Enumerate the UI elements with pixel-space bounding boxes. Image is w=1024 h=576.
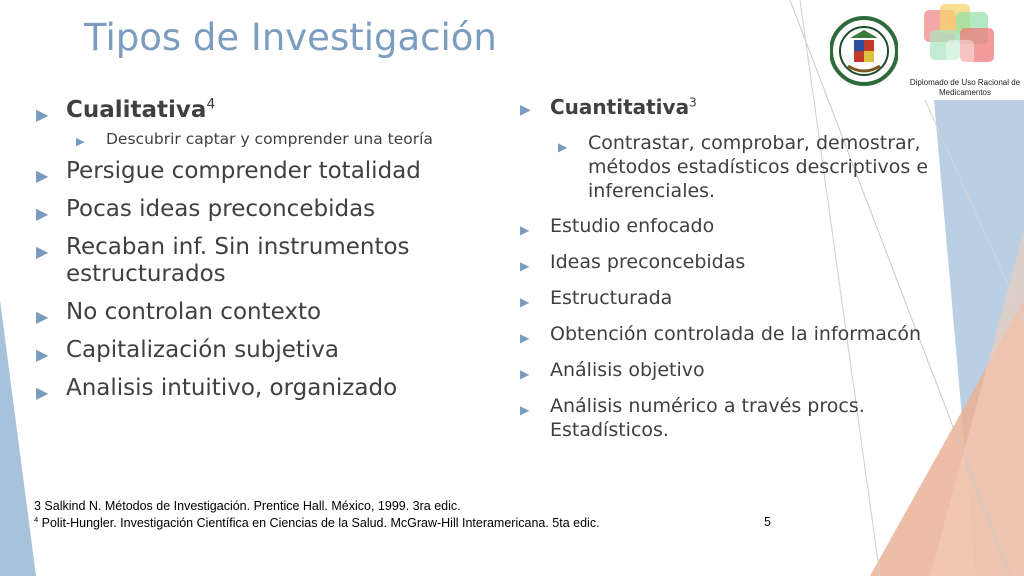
left-heading-sup: 4 (206, 96, 216, 113)
list-item-text: Ideas preconcebidas (550, 251, 746, 273)
list-item-text: Persigue comprender totalidad (66, 158, 421, 184)
list-item-text: Estructurada (550, 287, 673, 309)
triangle-right-icon: ▶ (558, 140, 568, 154)
list-item-text: Capitalización subjetiva (66, 337, 340, 363)
page-number: 5 (764, 515, 771, 529)
list-item (36, 234, 446, 288)
triangle-right-icon: ▶ (36, 166, 49, 185)
triangle-right-icon: ▶ (36, 345, 49, 364)
triangle-right-icon: ▶ (36, 307, 49, 326)
list-item (36, 196, 456, 223)
list-item-text: Análisis numérico a través procs. Estadísticos. (550, 395, 865, 441)
triangle-right-icon: ▶ (520, 102, 531, 118)
triangle-right-icon: ▶ (76, 135, 85, 148)
page-title: Tipos de Investigación (84, 16, 497, 59)
right-heading-item (520, 95, 930, 119)
right-heading: Cuantitativa (550, 95, 690, 119)
right-heading-sup: 3 (689, 95, 697, 110)
list-item-text: Recaban inf. Sin instrumentos estructurados (66, 234, 410, 287)
right-sub-item-text: Contrastar, comprobar, demostrar, métodos estadísticos descriptivos e inferenciales. (588, 132, 929, 202)
list-item (520, 250, 930, 274)
list-item (36, 375, 456, 402)
triangle-right-icon: ▶ (36, 242, 49, 261)
list-item-text: Pocas ideas preconcebidas (66, 196, 376, 222)
list-item (36, 299, 456, 326)
list-item (520, 358, 930, 382)
list-item (520, 286, 930, 310)
list-item (36, 337, 456, 364)
triangle-right-icon: ▶ (520, 259, 530, 273)
overlapping-squares-logo (920, 4, 1000, 74)
left-sub-item (76, 130, 456, 148)
list-item-text: Analisis intuitivo, organizado (66, 375, 398, 401)
footnote-3: 3 Salkind N. Métodos de Investigación. Prentice Hall. México, 1999. 3ra edic. (34, 499, 461, 513)
triangle-right-icon: ▶ (36, 383, 49, 402)
triangle-right-icon: ▶ (36, 204, 49, 223)
left-blue-accent (0, 300, 39, 576)
university-seal-icon (830, 16, 898, 86)
triangle-right-icon: ▶ (520, 295, 530, 309)
left-heading-item (36, 97, 456, 124)
right-sub-item (558, 131, 958, 203)
list-item-text: No controlan contexto (66, 299, 322, 325)
triangle-right-icon: ▶ (520, 367, 530, 381)
right-column (520, 95, 930, 442)
list-item-text: Obtención controlada de la informacón (550, 323, 922, 345)
footnote-4-text: Polit-Hungler. Investigación Científica en Ciencias de la Salud. McGraw-Hill Interamericana. 5ta edic. (38, 516, 600, 530)
footnote-4-marker: 4 (34, 514, 39, 524)
triangle-right-icon: ▶ (520, 223, 530, 237)
list-item (36, 158, 456, 185)
footnote-4 (34, 516, 600, 530)
list-item-text: Estudio enfocado (550, 215, 715, 237)
list-item-text: Análisis objetivo (550, 359, 705, 381)
left-column (36, 97, 456, 402)
list-item (520, 322, 930, 346)
triangle-right-icon: ▶ (36, 105, 49, 124)
triangle-right-icon: ▶ (520, 403, 530, 417)
list-item (520, 214, 930, 238)
left-heading: Cualitativa (66, 97, 207, 123)
list-item (520, 394, 890, 442)
triangle-right-icon: ▶ (520, 331, 530, 345)
logo-caption: Diplomado de Uso Racional de Medicamentos (909, 78, 1021, 97)
left-sub-item-text: Descubrir captar y comprender una teoría (106, 130, 433, 148)
